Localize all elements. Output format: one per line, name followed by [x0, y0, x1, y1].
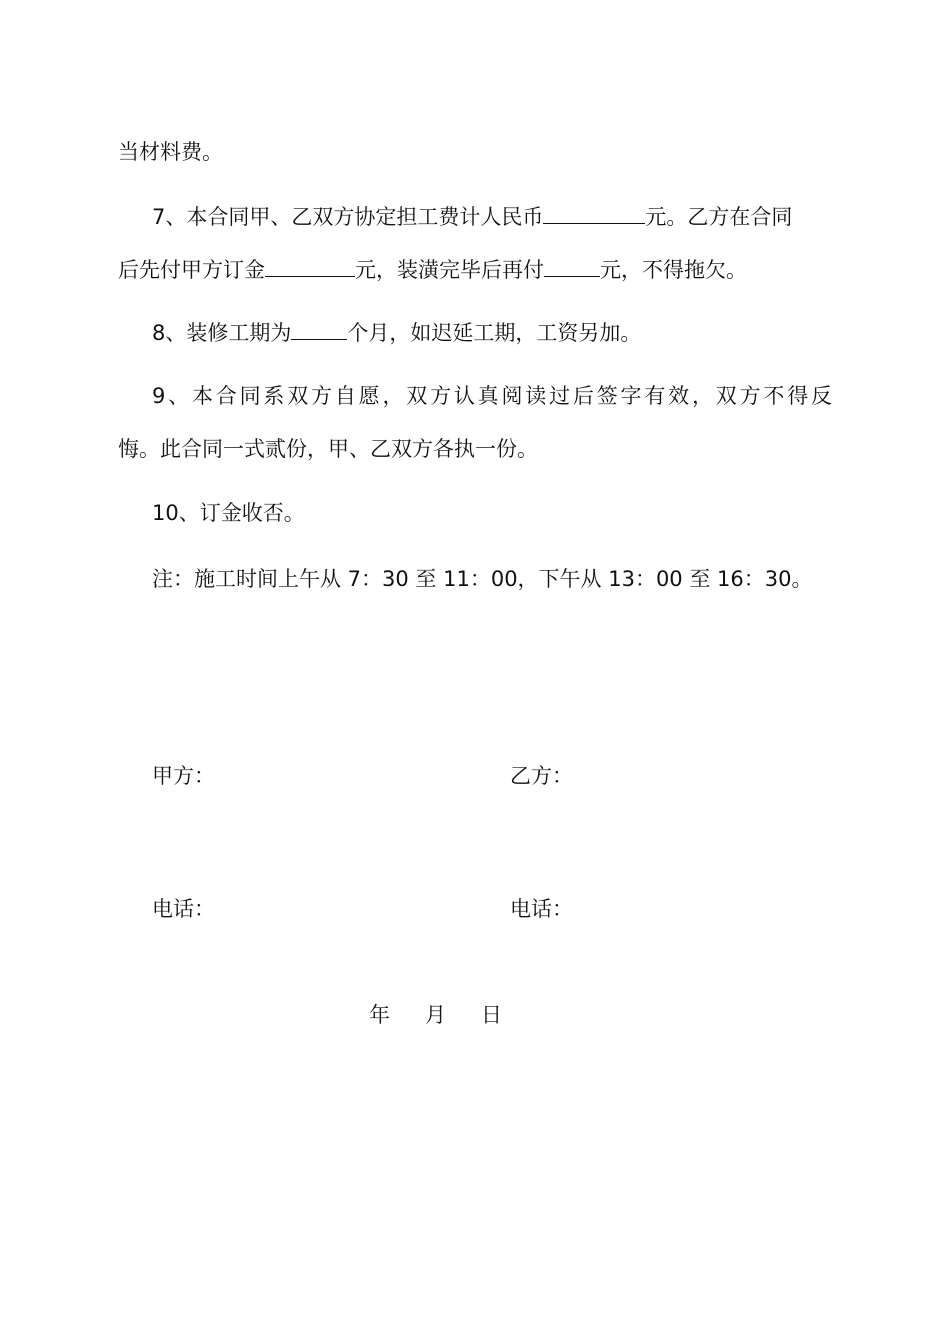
clause-9-line-2 — [118, 434, 832, 464]
party-a-label: 甲方： — [152, 764, 215, 788]
clause-10-line — [152, 498, 832, 528]
continued-text: 当材料费。 — [118, 140, 223, 164]
clause-7-text-2: 元。乙方在合同 — [645, 205, 793, 229]
clause-9-text-2: 悔。此合同一式贰份，甲、乙双方各执一份。 — [118, 437, 538, 461]
clause-9-line-1 — [152, 381, 832, 411]
clause-10-text: 10、订金收否。 — [152, 501, 305, 525]
clause-7-line-2 — [118, 254, 832, 284]
continued-text-line — [118, 137, 832, 167]
clause-8-text-2: 个月，如迟延工期，工资另加。 — [347, 321, 642, 345]
work-hours-note: 注：施工时间上午从 7：30 至 11：00，下午从 13：00 至 16：30。 — [152, 567, 813, 591]
note-line — [152, 564, 832, 594]
clause-7-text-5: 元，不得拖欠。 — [600, 258, 747, 282]
month-label: 月 — [425, 1003, 446, 1027]
clause-7-line-1 — [152, 201, 832, 231]
year-label: 年 — [369, 1003, 390, 1027]
clause-7-text-4: 元，装潢完毕后再付 — [355, 258, 544, 282]
clause-8-line — [152, 317, 832, 347]
clause-8-text-1: 8、装修工期为 — [152, 321, 292, 345]
phone-b-label: 电话： — [510, 897, 573, 921]
clause-9-text-1: 9、本合同系双方自愿，双方认真阅读过后签字有效，双方不得反 — [152, 384, 832, 408]
labor-fee-blank — [543, 201, 645, 224]
day-label: 日 — [481, 1003, 502, 1027]
duration-blank — [291, 317, 347, 340]
party-b-label: 乙方： — [510, 764, 573, 788]
clause-7-text-3: 后先付甲方订金 — [118, 258, 265, 282]
final-payment-blank — [544, 254, 600, 277]
signing-date — [369, 1000, 502, 1030]
deposit-blank — [265, 254, 355, 277]
clause-7-text-1: 7、本合同甲、乙双方协定担工费计人民币 — [152, 205, 544, 229]
phone-a-label: 电话： — [152, 897, 215, 921]
